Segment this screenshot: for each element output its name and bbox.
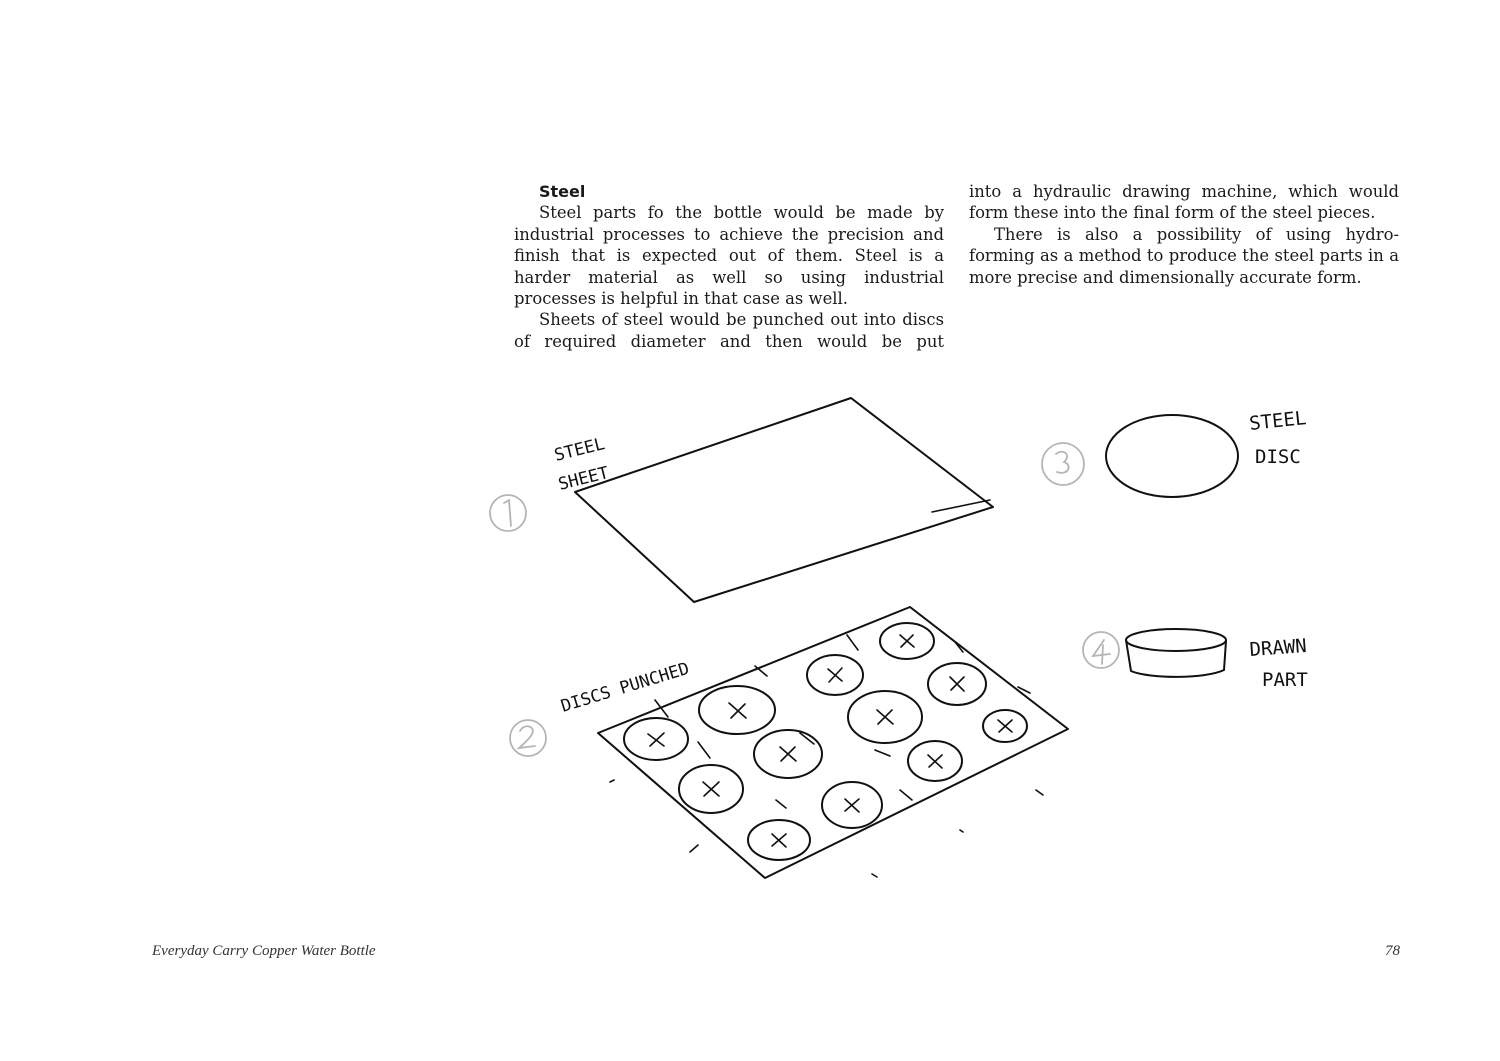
steel-sheet-drawing xyxy=(575,398,993,602)
section-heading: Steel xyxy=(539,182,586,201)
step-2-number xyxy=(510,720,546,756)
paragraph-3: There is also a possibility of using hydro-forming as a method to produce the steel parts in a more precise and dimensionally accurate form. xyxy=(969,224,1399,287)
step-1-number xyxy=(490,495,526,531)
steel-disc-label-line2: DISC xyxy=(1255,446,1301,468)
step-4-number xyxy=(1083,632,1119,668)
paragraph-2-continued: into a hydraulic drawing machine, which would form these into the final form of the steel pieces. xyxy=(969,182,1399,223)
steel-sheet-label-line2: SHEET xyxy=(556,463,611,495)
drawn-part-label-line1: DRAWN xyxy=(1248,635,1308,661)
paragraph-1: Steel parts fo the bottle would be made by industrial processes to achieve the precision and finish that is expected out of them. Steel is a harder material as well so using industrial processes is helpful in that case as well. xyxy=(514,203,944,309)
drawn-part-label-line2: PART xyxy=(1262,669,1308,691)
drawn-part-drawing xyxy=(1126,629,1226,677)
paragraph-2: Sheets of steel would be punched out into discs of required diameter and then would be put xyxy=(514,310,944,351)
steel-disc-label-line1: STEEL xyxy=(1248,407,1308,435)
step-3-number xyxy=(1042,443,1084,485)
steel-disc-drawing xyxy=(1106,415,1238,497)
steel-sheet-label-line1: STEEL xyxy=(552,434,607,466)
steel-sheet-label xyxy=(552,434,611,495)
page-number: 78 xyxy=(1385,943,1400,959)
punched-discs-drawing xyxy=(598,607,1068,878)
footer-title: Everyday Carry Copper Water Bottle xyxy=(152,943,376,959)
discs-punched-label: DISCS PUNCHED xyxy=(558,658,692,717)
